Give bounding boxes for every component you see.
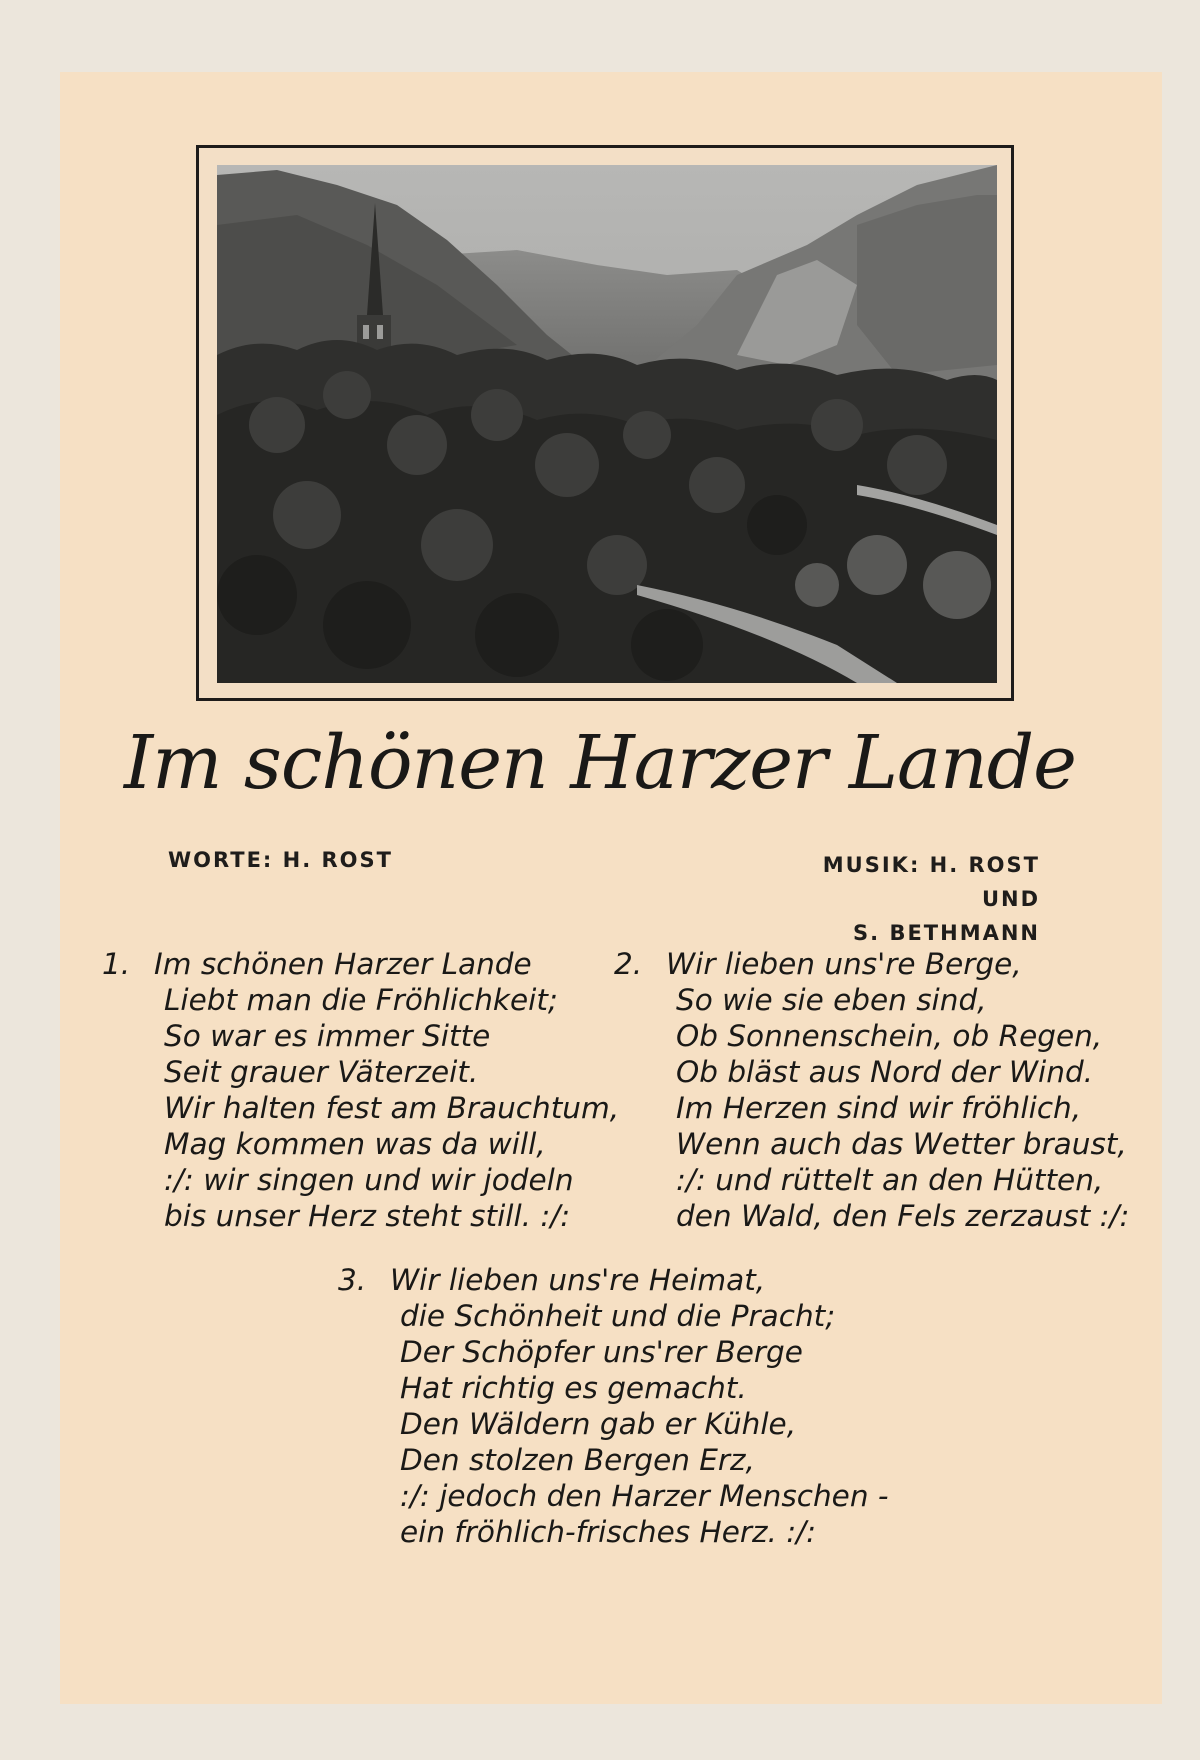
verse-line: Hat richtig es gemacht. <box>400 1371 747 1405</box>
verse-line: Seit grauer Väterzeit. <box>164 1055 479 1089</box>
verse-line: Ob Sonnenschein, ob Regen, <box>676 1019 1103 1053</box>
verse-number: 1. <box>102 947 131 981</box>
verse-line: Wir halten fest am Brauchtum, <box>164 1091 620 1125</box>
verse-line: Den stolzen Bergen Erz, <box>400 1443 755 1477</box>
verse-line: Im schönen Harzer Lande <box>154 947 532 981</box>
verse-2 <box>614 946 1129 1234</box>
verse-line: Den Wäldern gab er Kühle, <box>400 1407 797 1441</box>
verse-line: Der Schöpfer uns'rer Berge <box>400 1335 803 1369</box>
verse-line: :/: jedoch den Harzer Menschen - <box>400 1479 889 1513</box>
composer-credit-line2: S. BETHMANN <box>853 921 1040 945</box>
harz-valley-church-photo-icon <box>217 165 997 683</box>
verse-line: Wir lieben uns're Heimat, <box>390 1263 766 1297</box>
verse-line: So war es immer Sitte <box>164 1019 491 1053</box>
verse-line: Mag kommen was da will, <box>164 1127 546 1161</box>
verse-3 <box>338 1262 889 1550</box>
verse-line: :/: und rüttelt an den Hütten, <box>676 1163 1104 1197</box>
song-title: Im schönen Harzer Lande <box>124 720 1076 806</box>
verse-line: Liebt man die Fröhlichkeit; <box>164 983 558 1017</box>
verse-line: So wie sie eben sind, <box>676 983 987 1017</box>
verse-line: die Schönheit und die Pracht; <box>400 1299 836 1333</box>
verse-number: 3. <box>338 1263 367 1297</box>
photo-frame <box>196 145 1014 701</box>
verse-line: ein fröhlich-frisches Herz. :/: <box>400 1515 817 1549</box>
verse-line: Im Herzen sind wir fröhlich, <box>676 1091 1082 1125</box>
lyricist-credit: WORTE: H. ROST <box>168 848 393 872</box>
valley-photo <box>217 165 997 683</box>
composer-credit <box>770 848 1040 950</box>
verse-line: Wenn auch das Wetter braust, <box>676 1127 1127 1161</box>
verse-line: Ob bläst aus Nord der Wind. <box>676 1055 1094 1089</box>
verse-number: 2. <box>614 947 643 981</box>
verse-1 <box>102 946 619 1234</box>
verse-line: Wir lieben uns're Berge, <box>666 947 1022 981</box>
composer-credit-line1: MUSIK: H. ROST UND <box>822 853 1040 911</box>
verse-line: bis unser Herz steht still. :/: <box>164 1199 571 1233</box>
verse-line: den Wald, den Fels zerzaust :/: <box>676 1199 1130 1233</box>
verse-line: :/: wir singen und wir jodeln <box>164 1163 574 1197</box>
